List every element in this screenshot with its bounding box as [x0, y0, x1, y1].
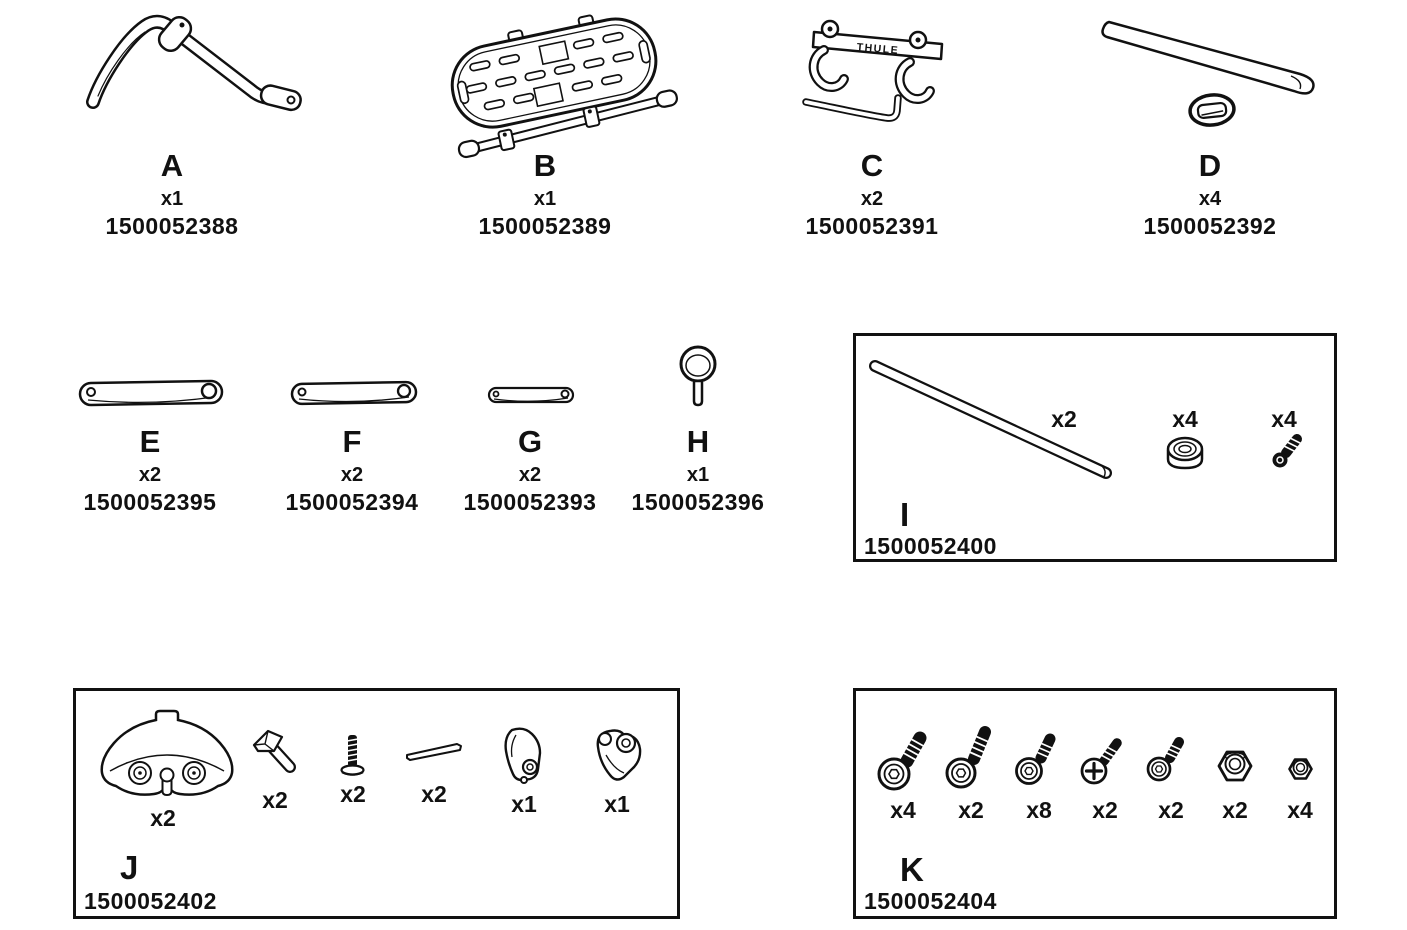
part-label-d — [1100, 148, 1320, 240]
phillips-pan-screw-icon — [1077, 725, 1133, 799]
flange-nut-icon — [1272, 725, 1328, 799]
item-qty: x1 — [511, 791, 537, 817]
claw-hook-icon — [496, 725, 552, 789]
part-label-c — [762, 148, 982, 240]
part-letter: F — [342, 424, 362, 459]
part-letter: D — [1198, 148, 1222, 183]
part-number: 1500052393 — [463, 489, 597, 515]
countersunk-screw-icon — [338, 731, 368, 779]
box-j — [73, 688, 680, 919]
box-i — [853, 333, 1337, 562]
item-qty: x4 — [1271, 406, 1297, 432]
lock-nut-icon — [1207, 725, 1263, 799]
part-label-a — [62, 148, 282, 240]
item-qty: x4 — [890, 797, 916, 823]
allen-key-icon — [806, 98, 898, 118]
item-qty: x2 — [262, 787, 288, 813]
part-label-e — [40, 424, 260, 516]
wheel-tray-icon — [430, 3, 670, 148]
part-letter: B — [533, 148, 557, 183]
part-qty: x1 — [533, 188, 557, 210]
part-qty: x2 — [138, 464, 162, 486]
part-number: 1500052396 — [631, 489, 765, 515]
box-k — [853, 688, 1337, 919]
spacer-washer-icon — [1168, 438, 1202, 468]
item-qty: x4 — [1172, 406, 1198, 432]
link-bar-medium-icon — [288, 374, 420, 416]
item-qty: x2 — [340, 781, 366, 807]
box-number: 1500052402 — [84, 888, 217, 914]
item-qty: x8 — [1026, 797, 1052, 823]
brand-logo-text: THULE — [856, 41, 900, 57]
part-number: 1500052392 — [1143, 213, 1277, 239]
socket-head-screw-icon — [875, 725, 931, 799]
item-qty: x2 — [421, 781, 447, 807]
pin-rod-icon — [404, 741, 464, 763]
wedge-knob-icon — [248, 727, 300, 779]
part-number: 1500052394 — [285, 489, 419, 515]
box-letter: I — [900, 496, 910, 533]
round-head-pin-icon — [672, 344, 724, 410]
part-label-b — [435, 148, 655, 240]
button-head-screw-long-icon — [943, 725, 999, 799]
part-qty: x4 — [1198, 188, 1222, 210]
small-screw-icon — [1273, 438, 1303, 468]
box-number: 1500052404 — [864, 888, 997, 914]
part-qty: x2 — [860, 188, 884, 210]
part-letter: H — [686, 424, 710, 459]
part-letter: A — [160, 148, 184, 183]
part-qty: x1 — [160, 188, 184, 210]
box-letter: J — [120, 849, 139, 886]
part-number: 1500052395 — [83, 489, 217, 515]
part-qty: x2 — [340, 464, 364, 486]
part-number: 1500052388 — [105, 213, 239, 239]
link-bar-long-icon — [76, 372, 226, 417]
part-label-h — [588, 424, 808, 516]
mount-bracket-icon — [790, 10, 970, 135]
part-qty: x1 — [686, 464, 710, 486]
button-head-screw-small-icon — [1143, 725, 1199, 799]
item-qty: x2 — [150, 805, 176, 831]
item-qty: x4 — [1287, 797, 1313, 823]
box-letter: K — [900, 851, 924, 888]
strap-with-buckle-icon — [1095, 10, 1335, 135]
part-number: 1500052389 — [478, 213, 612, 239]
box-number: 1500052400 — [864, 533, 997, 559]
part-qty: x2 — [518, 464, 542, 486]
item-qty: x1 — [604, 791, 630, 817]
saddle-cover-icon — [96, 709, 238, 805]
lever-hook-icon — [588, 725, 646, 785]
part-letter: E — [139, 424, 161, 459]
part-number: 1500052391 — [805, 213, 939, 239]
item-qty: x2 — [1051, 406, 1077, 432]
part-letter: G — [517, 424, 543, 459]
item-qty: x2 — [958, 797, 984, 823]
item-qty: x2 — [1092, 797, 1118, 823]
button-head-screw-icon — [1011, 725, 1067, 799]
bent-support-arm-icon — [55, 0, 305, 135]
part-letter: C — [860, 148, 884, 183]
box-i-illustrations — [856, 336, 1334, 559]
link-bar-short-icon — [486, 380, 576, 410]
item-qty: x2 — [1222, 797, 1248, 823]
item-qty: x2 — [1158, 797, 1184, 823]
